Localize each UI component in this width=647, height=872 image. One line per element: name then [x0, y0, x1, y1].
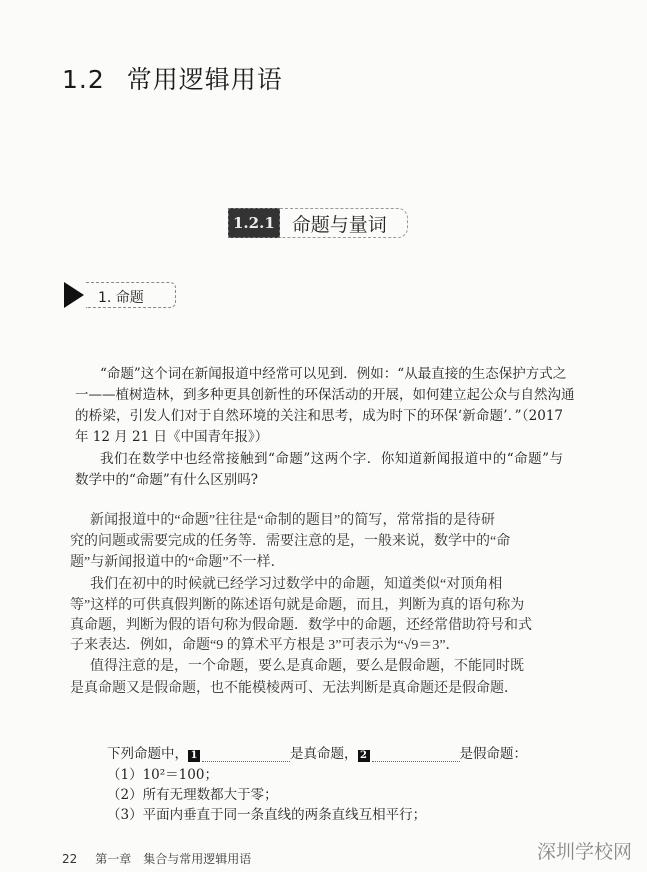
section-heading	[228, 207, 408, 239]
exercise-prompt	[107, 742, 527, 762]
prompt-text: 下列命题中，	[107, 746, 188, 762]
title-number: 1.2	[62, 65, 105, 94]
exercise-item: （1）10²＝100；	[107, 767, 218, 783]
exercise-item: （3）平面内垂直于同一条直线的两条直线互相平行；	[107, 807, 427, 823]
text-line: “命题”这个词在新闻报道中经常可以见到．例如：“从最直接的生态保护方式之	[100, 366, 567, 382]
text-line: 我们在初中的时候就已经学习过数学中的命题，知道类似“对顶角相	[90, 577, 503, 592]
watermark: 深圳学校网	[537, 841, 633, 863]
page-footer	[62, 850, 251, 867]
text-line: 数学中的“命题”有什么区别吗?	[75, 472, 259, 488]
section-title: 命题与量词	[280, 208, 408, 238]
text-line: 子来表达．例如，命题“9 的算术平方根是 3”可表示为“√9＝3”．	[70, 638, 460, 653]
text-line: 题”与新闻报道中的“命题”不一样．	[70, 555, 285, 570]
section-number-badge: 1.2.1	[228, 208, 280, 238]
answer-blank-2[interactable]	[372, 750, 460, 762]
subsection-title: 1. 命题	[86, 282, 176, 308]
text-line: 究的问题或需要完成的任务等．需要注意的是，一般来说，数学中的“命	[70, 534, 511, 549]
text-line: 真命题，判断为假的语句称为假命题．数学中的命题，还经常借助符号和式	[70, 618, 532, 633]
blank-number-badge: 2	[358, 750, 370, 762]
text-line: 一——植树造林，到多种更具创新性的环保活动的开展，如何建立起公众与自然沟通	[75, 387, 575, 403]
text-line: 的桥梁，引发人们对于自然环境的关注和思考，成为时下的环保‘新命题’．”（2017	[75, 408, 563, 424]
prompt-text: 是真命题，	[290, 746, 358, 762]
text-line: 年 12 月 21 日《中国青年报》）	[75, 429, 269, 445]
chapter-section-title	[62, 60, 283, 96]
prompt-text: 是假命题：	[459, 746, 527, 762]
text-line: 我们在数学中也经常接触到“命题”这两个字．你知道新闻报道中的“命题”与	[100, 451, 563, 467]
text-line: 是真命题又是假命题，也不能模棱两可、无法判断是真命题还是假命题．	[70, 681, 518, 696]
triangle-marker-icon	[64, 282, 84, 308]
page-number: 22	[62, 852, 78, 866]
text-line: 等”这样的可供真假判断的陈述语句就是命题，而且，判断为真的语句称为	[70, 598, 525, 613]
answer-blank-1[interactable]	[202, 750, 290, 762]
exercise-item: （2）所有无理数都大于零；	[107, 787, 278, 803]
subsection-heading	[64, 280, 176, 310]
chapter-label: 第一章 集合与常用逻辑用语	[95, 852, 252, 866]
blank-number-badge: 1	[188, 750, 200, 762]
text-line: 值得注意的是，一个命题，要么是真命题，要么是假命题，不能同时既	[90, 659, 524, 674]
text-line: 新闻报道中的“命题”往往是“命制的题目”的简写，常常指的是待研	[90, 513, 495, 528]
title-text: 常用逻辑用语	[126, 65, 283, 94]
